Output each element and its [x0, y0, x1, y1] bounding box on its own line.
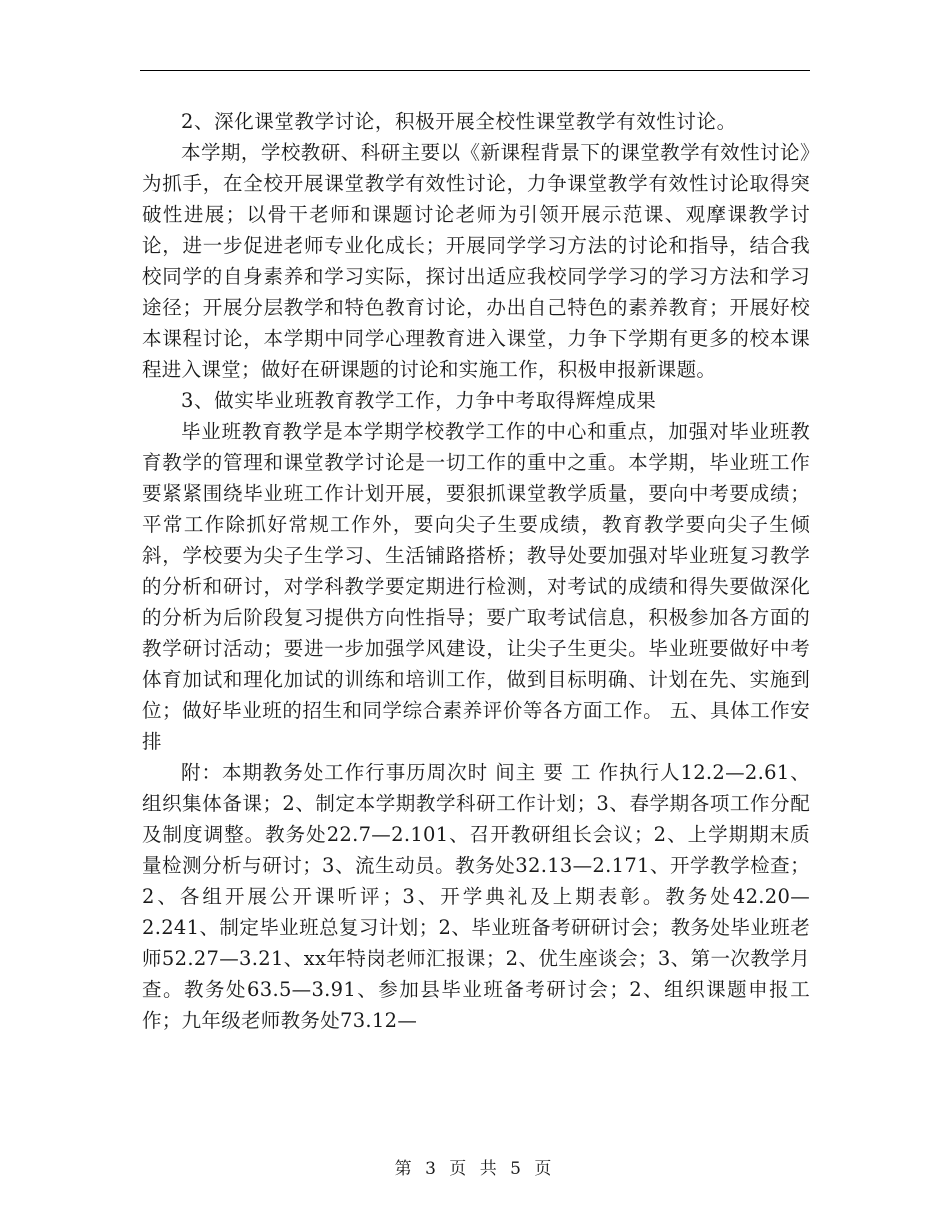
header-rule — [140, 70, 810, 71]
section-heading-3: 3、做实毕业班教育教学工作，力争中考取得辉煌成果 — [181, 389, 657, 412]
section-heading-2: 2、深化课堂教学讨论，积极开展全校性课堂教学有效性讨论。 — [181, 110, 737, 133]
paragraph-graduating-class: 毕业班教育教学是本学期学校教学工作的中心和重点，加强对毕业班教育教学的管理和课堂教学讨论是一切工作的重中之重。本学期，毕业班工作要紧紧围绕毕业班工作计划开展，要狠抓课堂教学质量，要向中考要成绩；平常工作除抓好常规工作外，要向尖子生要成绩，教育教学要向尖子生倾斜，学校要为尖子生学习、生活铺路搭桥；教导处要加强对毕业班复习教学的分析和研讨，对学科教学要定期进行检测，对考试的成绩和得失要做深化的分析为后阶段复习提供方向性指导；要广取考试信息，积极参加各方面的教学研讨活动；要进一步加强学风建设，让尖子生更尖。毕业班要做好中考体育加试和理化加试的训练和培训工作，做到目标明确、计划在先、实施到位；做好毕业班的招生和同学综合素养评价等各方面工作。 五、具体工作安排 — [142, 420, 810, 753]
page-number-footer: 第 3 页 共 5 页 — [394, 1159, 556, 1179]
document-body — [142, 106, 810, 1036]
paragraph-research: 本学期，学校教研、科研主要以《新课程背景下的课堂教学有效性讨论》为抓手，在全校开展课堂教学有效性讨论，力争课堂教学有效性讨论取得突破性进展；以骨干老师和课题讨论老师为引领开展示范课、观摩课教学讨论，进一步促进老师专业化成长；开展同学学习方法的讨论和指导，结合我校同学的自身素养和学习实际，探讨出适应我校同学学习的学习方法和学习途径；开展分层教学和特色教育讨论，办出自己特色的素养教育；开展好校本课程讨论，本学期中同学心理教育进入课堂，力争下学期有更多的校本课程进入课堂；做好在研课题的讨论和实施工作，积极申报新课题。 — [142, 141, 810, 381]
paragraph-schedule: 附：本期教务处工作行事历周次时 间主 要 工 作执行人12.2—2.61、组织集体备课；2、制定本学期教学科研工作计划；3、春学期各项工作分配及制度调整。教务处22.7—2.101、召开教研组长会议；2、上学期期末质量检测分析与研讨；3、流生动员。教务处32.13—2.171、开学教学检查；2、各组开展公开课听评；3、开学典礼及上期表彰。教务处42.20—2.241、制定毕业班总复习计划；2、毕业班备考研研讨会；教务处毕业班老师52.27—3.21、xx年特岗老师汇报课；2、优生座谈会；3、第一次教学月查。教务处63.5—3.91、参加县毕业班备考研讨会；2、组织课题申报工作；九年级老师教务处73.12— — [142, 761, 810, 1032]
